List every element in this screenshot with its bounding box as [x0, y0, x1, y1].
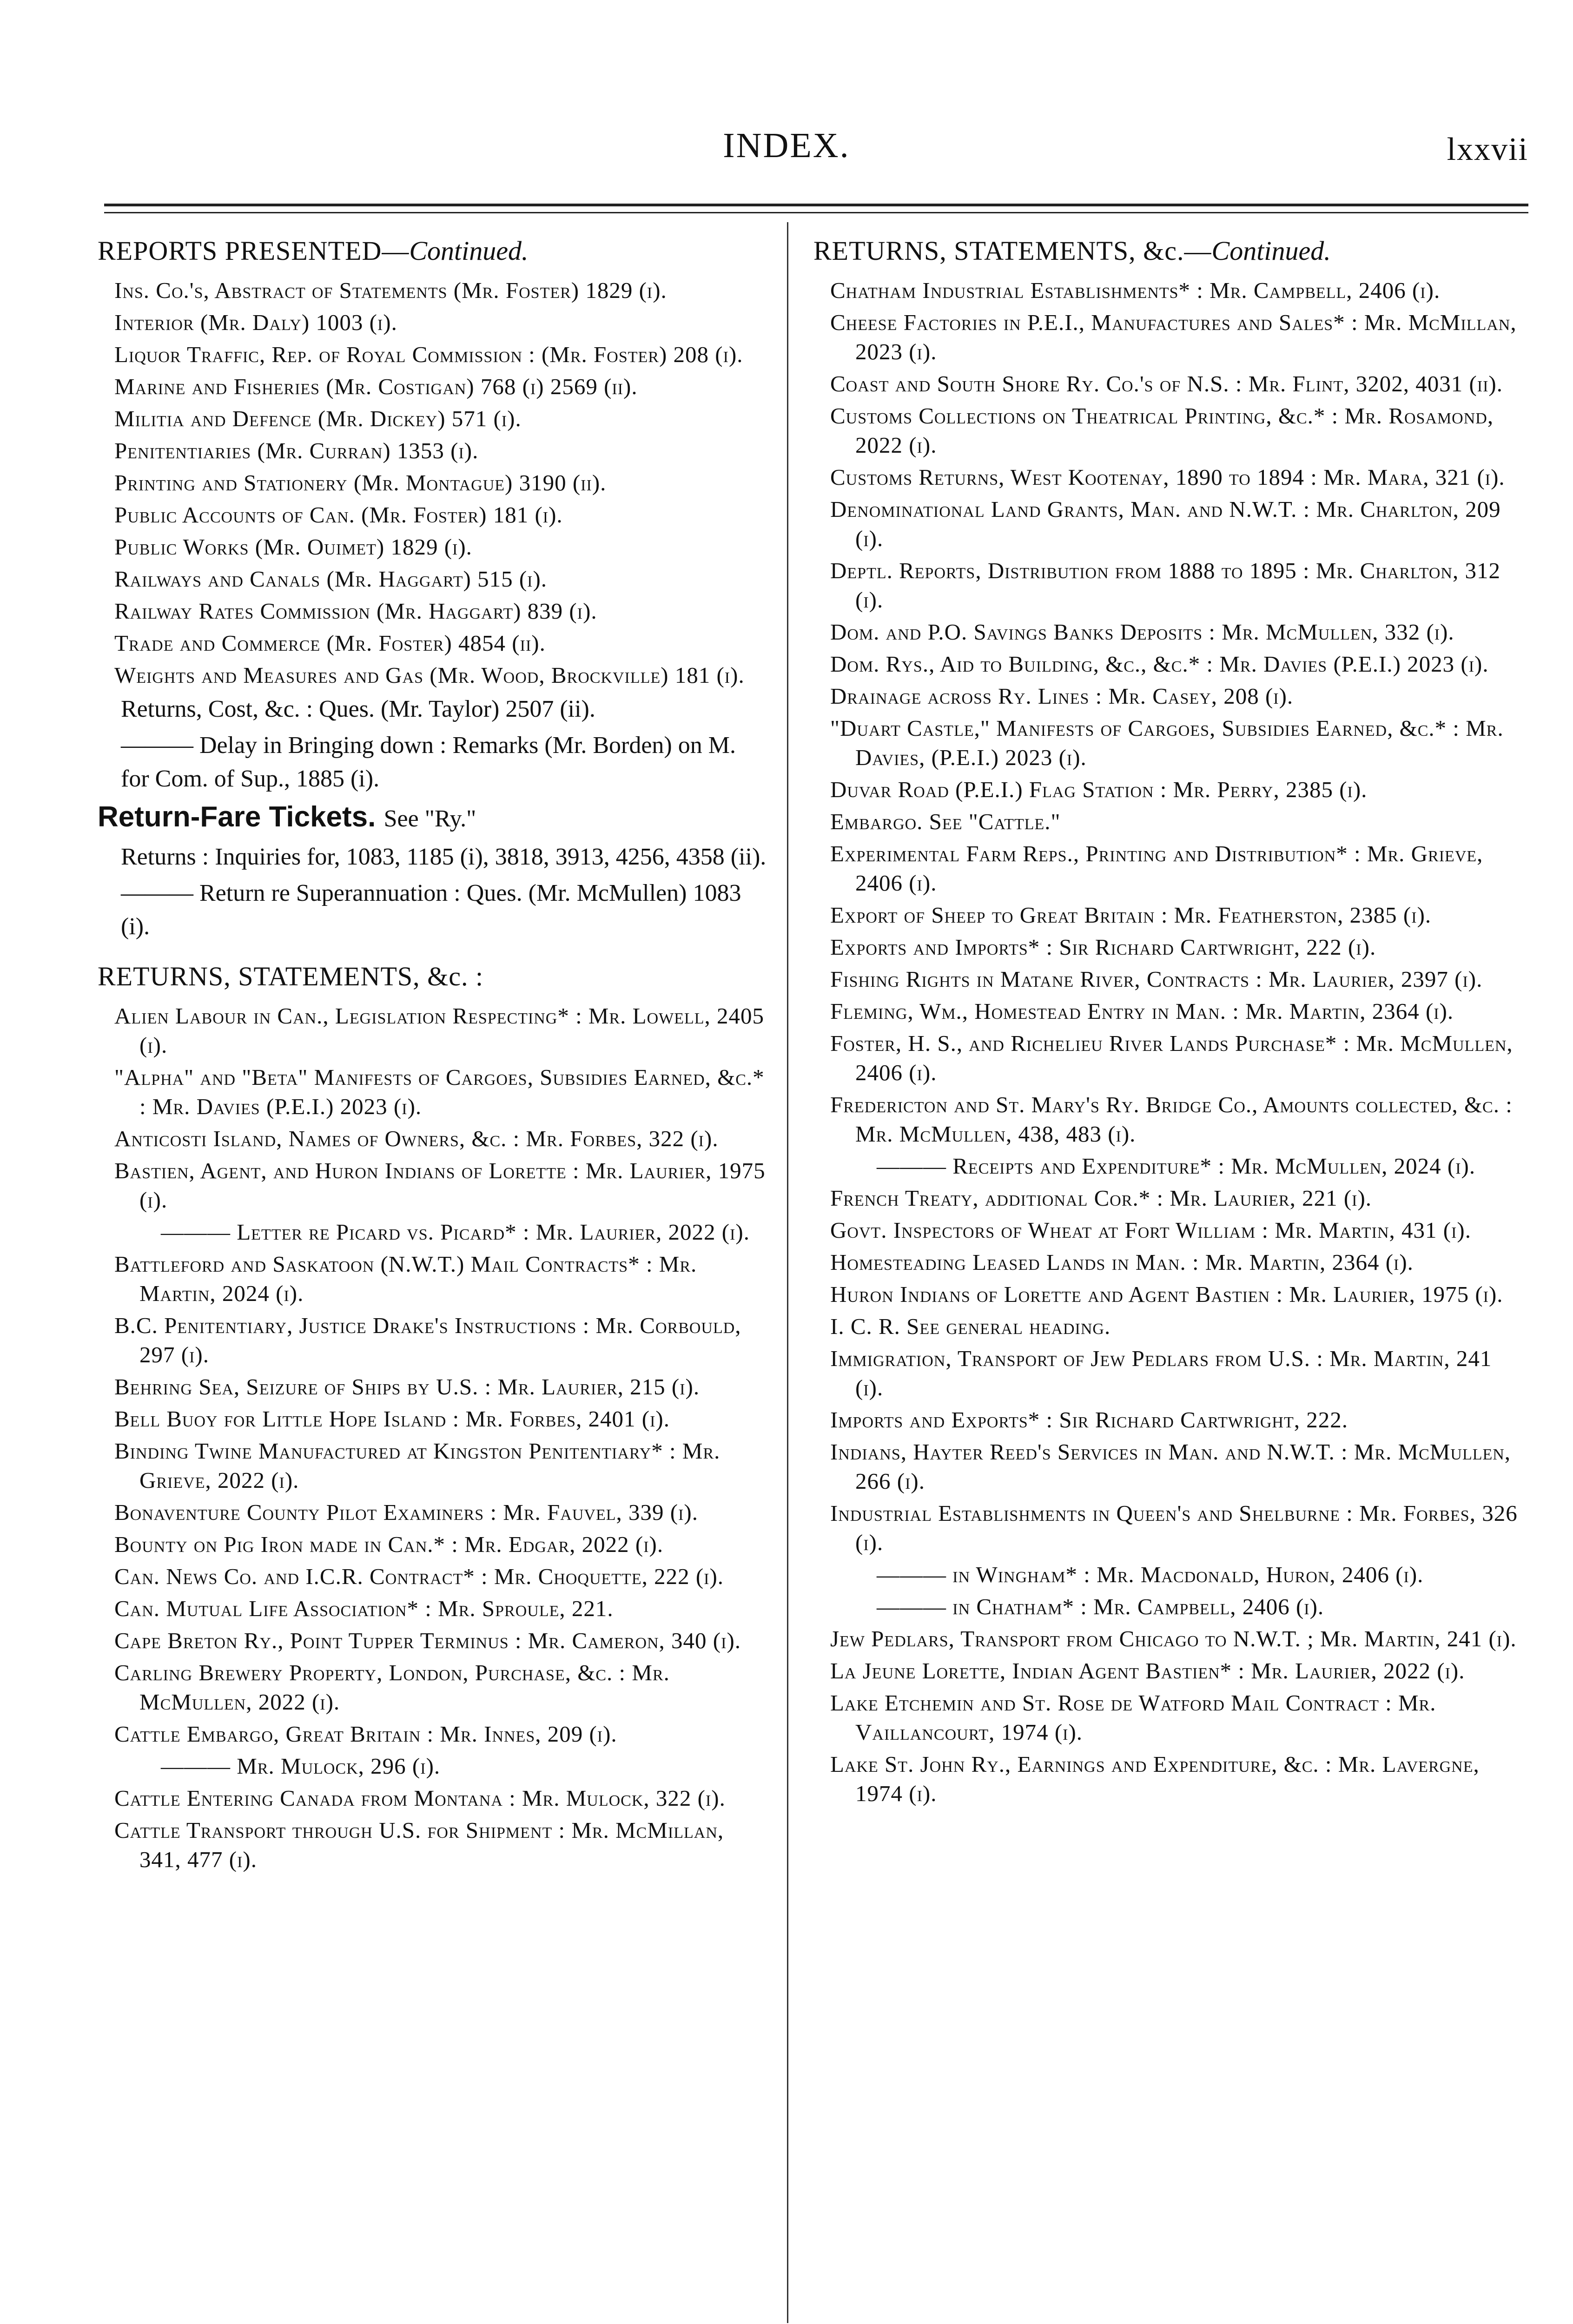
index-entry: Dom. Rys., Aid to Building, &c., &c.* : Mr. Davies (P.E.I.) 2023 (i).	[830, 651, 1489, 677]
index-subentry: ——— Mr. Mulock, 296 (i).	[161, 1753, 441, 1779]
section-heading-text: RETURNS, STATEMENTS, &c.—	[813, 236, 1212, 266]
index-entry: Experimental Farm Reps., Printing and Distribution* : Mr. Grieve, 2406 (i).	[830, 841, 1483, 896]
index-entry: Cheese Factories in P.E.I., Manufactures and Sales* : Mr. McMillan, 2023 (i).	[830, 310, 1517, 364]
index-entry: Foster, H. S., and Richelieu River Lands Purchase* : Mr. McMullen, 2406 (i).	[830, 1030, 1513, 1085]
index-entry: Cape Breton Ry., Point Tupper Terminus : Mr. Cameron, 340 (i).	[114, 1628, 741, 1653]
section-heading-text: REPORTS PRESENTED—	[98, 236, 410, 266]
index-entry: Railway Rates Commission (Mr. Haggart) 839 (i).	[114, 598, 597, 624]
index-entry: Fredericton and St. Mary's Ry. Bridge Co., Amounts collected, &c. : Mr. McMullen, 438, 483 (i).	[830, 1092, 1513, 1147]
index-entry: Customs Returns, West Kootenay, 1890 to 1894 : Mr. Mara, 321 (i).	[830, 464, 1505, 490]
section-heading-returns: RETURNS, STATEMENTS, &c. :	[98, 961, 484, 991]
returns-delay-entry: ——— Delay in Bringing down : Remarks (Mr. Borden) on M. for Com. of Sup., 1885 (i).	[121, 732, 736, 792]
reports-list	[98, 276, 767, 690]
section-continued: Continued.	[1211, 236, 1331, 266]
index-subentry: ——— Receipts and Expenditure* : Mr. McMullen, 2024 (i).	[877, 1153, 1476, 1179]
index-entry: Anticosti Island, Names of Owners, &c. : Mr. Forbes, 322 (i).	[114, 1126, 719, 1151]
return-fare-title: Return-Fare Tickets.	[98, 801, 376, 833]
spacer	[98, 946, 767, 960]
index-entry: La Jeune Lorette, Indian Agent Bastien* : Mr. Laurier, 2022 (i).	[830, 1658, 1465, 1684]
returns-list	[98, 1001, 767, 1874]
index-entry: Lake Etchemin and St. Rose de Watford Mail Contract : Mr. Vaillancourt, 1974 (i).	[830, 1690, 1436, 1745]
index-entry: Export of Sheep to Great Britain : Mr. Featherston, 2385 (i).	[830, 902, 1432, 928]
index-entry: Imports and Exports* : Sir Richard Cartwright, 222.	[830, 1407, 1348, 1433]
section-heading-returns-continued	[813, 235, 1525, 267]
index-entry: Dom. and P.O. Savings Banks Deposits : Mr. McMullen, 332 (i).	[830, 619, 1454, 645]
index-entry: Govt. Inspectors of Wheat at Fort William : Mr. Martin, 431 (i).	[830, 1217, 1471, 1243]
index-entry: Huron Indians of Lorette and Agent Bastien : Mr. Laurier, 1975 (i).	[830, 1281, 1503, 1307]
index-entry: Railways and Canals (Mr. Haggart) 515 (i).	[114, 566, 548, 592]
index-entry: Penitentiaries (Mr. Curran) 1353 (i).	[114, 438, 479, 463]
index-entry: B.C. Penitentiary, Justice Drake's Instructions : Mr. Corbould, 297 (i).	[114, 1313, 741, 1367]
index-entry: Weights and Measures and Gas (Mr. Wood, Brockville) 181 (i).	[114, 662, 745, 688]
index-entry: I. C. R. See general heading.	[830, 1314, 1111, 1339]
right-column	[813, 235, 1525, 1811]
return-fare-see: See "Ry."	[383, 805, 476, 832]
index-entry: Interior (Mr. Daly) 1003 (i).	[114, 310, 397, 335]
index-entry: Alien Labour in Can., Legislation Respecting* : Mr. Lowell, 2405 (i).	[114, 1003, 765, 1058]
return-fare-heading	[98, 799, 767, 838]
column-divider	[787, 222, 788, 2323]
index-entry: Public Accounts of Can. (Mr. Foster) 181 (i).	[114, 502, 563, 528]
index-entry: Deptl. Reports, Distribution from 1888 to 1895 : Mr. Charlton, 312 (i).	[830, 558, 1500, 613]
index-entry: Carling Brewery Property, London, Purchase, &c. : Mr. McMullen, 2022 (i).	[114, 1660, 670, 1715]
index-entry: Bastien, Agent, and Huron Indians of Lorette : Mr. Laurier, 1975 (i).	[114, 1158, 766, 1213]
index-entry: Denominational Land Grants, Man. and N.W.T. : Mr. Charlton, 209 (i).	[830, 496, 1501, 551]
index-entry: Homesteading Leased Lands in Man. : Mr. Martin, 2364 (i).	[830, 1249, 1414, 1275]
index-entry: Binding Twine Manufactured at Kingston Penitentiary* : Mr. Grieve, 2022 (i).	[114, 1438, 720, 1493]
section-heading-reports	[98, 235, 767, 267]
index-entry: Indians, Hayter Reed's Services in Man. and N.W.T. : Mr. McMullen, 266 (i).	[830, 1439, 1511, 1494]
index-entry: Trade and Commerce (Mr. Foster) 4854 (ii).	[114, 630, 546, 656]
index-entry: Cattle Transport through U.S. for Shipment : Mr. McMillan, 341, 477 (i).	[114, 1817, 724, 1872]
index-entry: Cattle Embargo, Great Britain : Mr. Innes, 209 (i).	[114, 1721, 617, 1747]
index-entry: "Duart Castle," Manifests of Cargoes, Subsidies Earned, &c.* : Mr. Davies, (P.E.I.) 2023 (i).	[830, 715, 1504, 770]
index-entry: Bonaventure County Pilot Examiners : Mr. Fauvel, 339 (i).	[114, 1499, 698, 1525]
index-entry: Public Works (Mr. Ouimet) 1829 (i).	[114, 534, 472, 560]
returns-continued-list	[813, 276, 1525, 1808]
index-entry: French Treaty, additional Cor.* : Mr. Laurier, 221 (i).	[830, 1185, 1372, 1211]
index-subentry: ——— in Wingham* : Mr. Macdonald, Huron, 2406 (i).	[877, 1562, 1424, 1587]
index-entry: Printing and Stationery (Mr. Montague) 3190 (ii).	[114, 470, 607, 495]
index-entry: Can. Mutual Life Association* : Mr. Sproule, 221.	[114, 1596, 614, 1621]
index-entry: Fleming, Wm., Homestead Entry in Man. : Mr. Martin, 2364 (i).	[830, 998, 1454, 1024]
index-entry: Can. News Co. and I.C.R. Contract* : Mr. Choquette, 222 (i).	[114, 1564, 724, 1589]
index-entry: Coast and South Shore Ry. Co.'s of N.S. : Mr. Flint, 3202, 4031 (ii).	[830, 371, 1503, 396]
index-entry: Marine and Fisheries (Mr. Costigan) 768 (i) 2569 (ii).	[114, 374, 638, 399]
index-entry: Behring Sea, Seizure of Ships by U.S. : Mr. Laurier, 215 (i).	[114, 1374, 700, 1400]
index-entry: Bounty on Pig Iron made in Can.* : Mr. Edgar, 2022 (i).	[114, 1532, 664, 1557]
page-number: lxxvii	[1447, 132, 1528, 167]
index-entry: Customs Collections on Theatrical Printing, &c.* : Mr. Rosamond, 2022 (i).	[830, 403, 1494, 458]
index-entry: Bell Buoy for Little Hope Island : Mr. Forbes, 2401 (i).	[114, 1406, 670, 1432]
index-entry: Battleford and Saskatoon (N.W.T.) Mail Contracts* : Mr. Martin, 2024 (i).	[114, 1251, 697, 1306]
index-subentry: ——— Letter re Picard vs. Picard* : Mr. Laurier, 2022 (i).	[161, 1219, 750, 1245]
returns-cost-entry: Returns, Cost, &c. : Ques. (Mr. Taylor) 2507 (ii).	[121, 696, 595, 722]
index-entry: Chatham Industrial Establishments* : Mr. Campbell, 2406 (i).	[830, 277, 1441, 303]
index-subentry: ——— in Chatham* : Mr. Campbell, 2406 (i).	[877, 1594, 1324, 1619]
returns-inquiries-entry: Returns : Inquiries for, 1083, 1185 (i), 3818, 3913, 4256, 4358 (ii).	[121, 844, 767, 870]
index-entry: Drainage across Ry. Lines : Mr. Casey, 208 (i).	[830, 683, 1294, 709]
index-entry: Fishing Rights in Matane River, Contracts : Mr. Laurier, 2397 (i).	[830, 966, 1483, 992]
header-rule-thick	[104, 204, 1528, 206]
index-entry: Embargo. See "Cattle."	[830, 809, 1061, 834]
index-entry: Duvar Road (P.E.I.) Flag Station : Mr. Perry, 2385 (i).	[830, 777, 1368, 802]
index-entry: Liquor Traffic, Rep. of Royal Commission : (Mr. Foster) 208 (i).	[114, 342, 743, 367]
index-entry: "Alpha" and "Beta" Manifests of Cargoes, Subsidies Earned, &c.* : Mr. Davies (P.E.I.) 2023 (i).	[114, 1064, 765, 1119]
index-entry: Jew Pedlars, Transport from Chicago to N.W.T. ; Mr. Martin, 241 (i).	[830, 1626, 1517, 1651]
index-entry: Industrial Establishments in Queen's and Shelburne : Mr. Forbes, 326 (i).	[830, 1500, 1518, 1555]
index-entry: Ins. Co.'s, Abstract of Statements (Mr. Foster) 1829 (i).	[114, 277, 667, 303]
page-title: INDEX.	[723, 126, 850, 165]
section-continued: Continued.	[409, 236, 529, 266]
index-entry: Militia and Defence (Mr. Dickey) 571 (i).	[114, 406, 522, 431]
index-entry: Cattle Entering Canada from Montana : Mr. Mulock, 322 (i).	[114, 1785, 726, 1811]
header-rule-thin	[104, 212, 1528, 213]
index-entry: Exports and Imports* : Sir Richard Cartwright, 222 (i).	[830, 934, 1376, 960]
left-column	[98, 235, 767, 1877]
index-entry: Lake St. John Ry., Earnings and Expenditure, &c. : Mr. Lavergne, 1974 (i).	[830, 1751, 1480, 1806]
index-entry: Immigration, Transport of Jew Pedlars from U.S. : Mr. Martin, 241 (i).	[830, 1346, 1492, 1400]
returns-superannuation-entry: ——— Return re Superannuation : Ques. (Mr. McMullen) 1083 (i).	[121, 880, 741, 940]
